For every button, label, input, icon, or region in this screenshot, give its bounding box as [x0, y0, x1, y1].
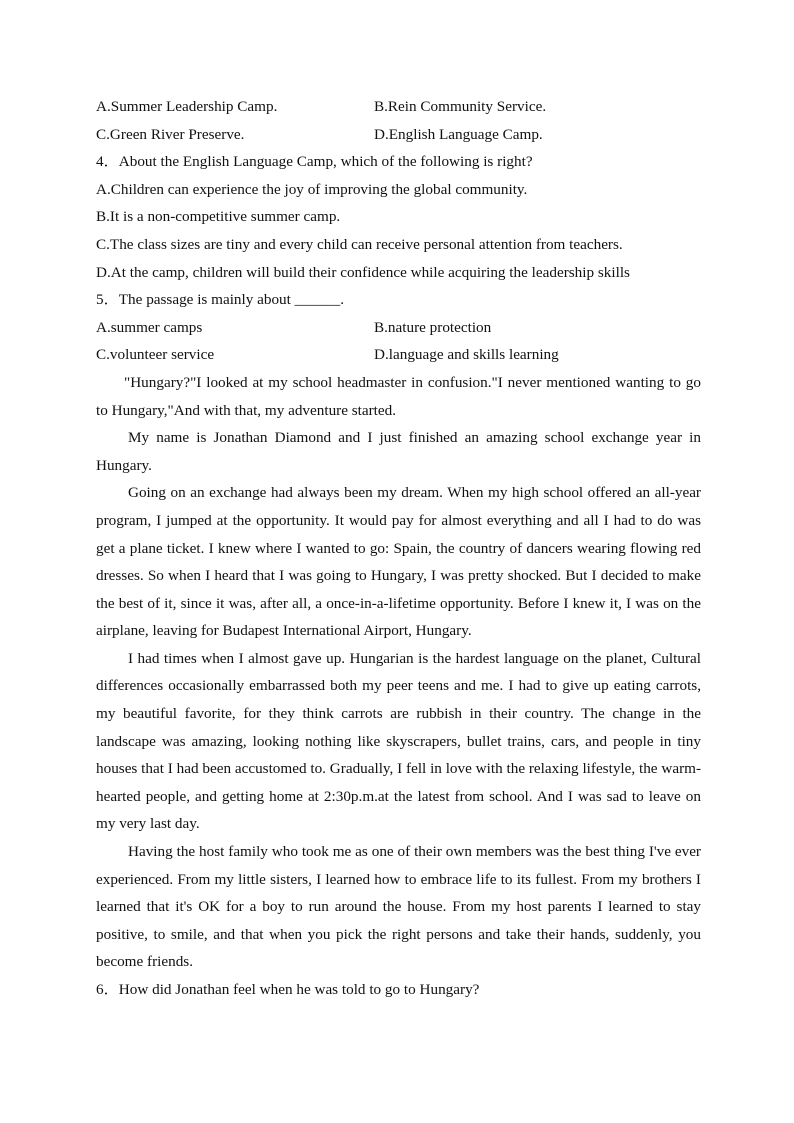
question-5-stem: 5．The passage is mainly about ______.: [96, 291, 345, 309]
page-content: [96, 93, 701, 1004]
question-5-option-b: B.nature protection: [374, 318, 492, 336]
q5-options-row-2: [96, 341, 701, 369]
option-d: D.English Language Camp.: [374, 125, 543, 143]
passage-paragraph-1: "Hungary?"I looked at my school headmaster in confusion."I never mentioned wanting to go to Hungary,"And with that, my adventure started.: [96, 373, 701, 419]
passage-paragraph-2: My name is Jonathan Diamond and I just finished an amazing school exchange year in Hungary.: [96, 429, 701, 474]
question-4-stem: 4．About the English Language Camp, which of the following is right?: [96, 153, 533, 171]
question-6-stem: 6．How did Jonathan feel when he was told to go to Hungary?: [96, 981, 480, 998]
question-5-option-c: C.volunteer service: [96, 346, 215, 364]
option-b: B.Rein Community Service.: [374, 98, 547, 115]
option-a: A.Summer Leadership Camp.: [96, 98, 278, 115]
q3-options-row-2: [96, 121, 701, 149]
q5-options-row-1: [96, 314, 701, 342]
q3-options-row-1: [96, 93, 701, 121]
passage-paragraph-3: Going on an exchange had always been my dream. When my high school offered an all-year program, I jumped at the opportunity. It would pay for almost everything and all I had to do was get a plane ticket. I knew where I wanted to go: Spain, the country of dancers wearing flowing red dresses. So when I heard that I was going to Hungary, I was pretty shocked. But I decided to make the best of it, since it was, after all, a once-in-a-lifetime opportunity. Before I knew it, I was on the airplane, leaving for Budapest International Airport, Hungary.: [96, 484, 701, 640]
question-4-option-b: B.It is a non-competitive summer camp.: [96, 208, 341, 226]
passage-paragraph-4: I had times when I almost gave up. Hungarian is the hardest language on the planet, Cultural differences occasionally embarrassed both my peer teens and me. I had to give up eating carrots, my beautiful favorite, for they think carrots are rubbish in their country. The change in the landscape was amazing, looking nothing like skyscrapers, bullet trains, cars, and people in tiny houses that I had been accustomed to. Gradually, I fell in love with the relaxing lifestyle, the warm-hearted people, and getting home at 2:30p.m.at the latest from school. And I was sad to leave on my very last day.: [96, 649, 701, 833]
option-c: C.Green River Preserve.: [96, 125, 245, 143]
passage-paragraph-5: Having the host family who took me as one of their own members was the best thing I've ever experienced. From my little sisters, I learned how to embrace life to its fullest. From my brothers I learned that it's OK for a boy to run around the house. From my host parents I learned to stay positive, to smile, and that when you pick the right persons and take their hands, suddenly, you become friends.: [96, 843, 701, 971]
question-5-option-a: A.summer camps: [96, 318, 203, 336]
question-4-option-c: C.The class sizes are tiny and every child can receive personal attention from teachers.: [96, 235, 623, 253]
question-4-option-d: D.At the camp, children will build their confidence while acquiring the leadership skills: [96, 263, 630, 281]
question-5-option-d: D.language and skills learning: [374, 346, 559, 364]
question-4-option-a: A.Children can experience the joy of improving the global community.: [96, 180, 528, 198]
